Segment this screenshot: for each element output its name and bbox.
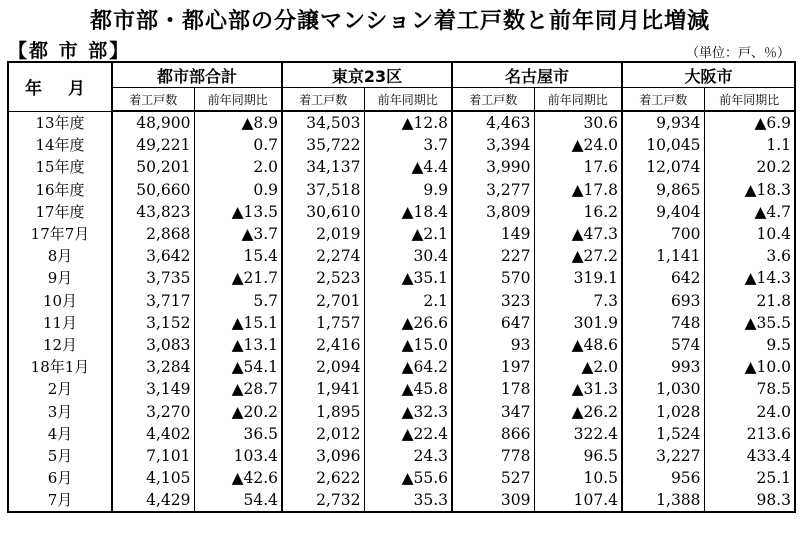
row-label: 9月 xyxy=(47,269,73,288)
starts-cell: 1,388 xyxy=(622,489,704,512)
starts-cell: 956 xyxy=(622,467,704,489)
yoy-change-cell: ▲35.5 xyxy=(704,312,795,334)
sub-header-cell: 前年同期比 xyxy=(534,88,622,112)
yoy-change-cell: ▲24.0 xyxy=(534,134,622,156)
yoy-change-cell: 5.7 xyxy=(194,290,282,312)
yoy-change-cell: 9.9 xyxy=(364,179,452,201)
starts-cell: 7,101 xyxy=(112,445,194,467)
yoy-change-cell: ▲14.3 xyxy=(704,267,795,289)
starts-cell: 50,201 xyxy=(112,156,194,178)
row-label: 16年度 xyxy=(35,180,85,199)
yoy-change-cell: ▲35.1 xyxy=(364,267,452,289)
starts-cell: 3,096 xyxy=(282,445,364,467)
starts-cell: 3,735 xyxy=(112,267,194,289)
starts-cell: 1,028 xyxy=(622,400,704,422)
table-row xyxy=(8,201,795,223)
starts-cell: 49,221 xyxy=(112,134,194,156)
yoy-change-cell: ▲32.3 xyxy=(364,400,452,422)
starts-cell: 2,019 xyxy=(282,223,364,245)
row-label: 18年1月 xyxy=(30,358,90,377)
starts-cell: 50,660 xyxy=(112,179,194,201)
yoy-change-cell: 16.2 xyxy=(534,201,622,223)
starts-cell: 1,141 xyxy=(622,245,704,267)
starts-cell: 1,941 xyxy=(282,378,364,400)
starts-cell: 3,083 xyxy=(112,334,194,356)
row-label: 6月 xyxy=(47,469,73,488)
starts-cell: 3,642 xyxy=(112,245,194,267)
starts-cell: 3,394 xyxy=(452,134,534,156)
table-row xyxy=(8,245,795,267)
starts-cell: 3,270 xyxy=(112,400,194,422)
starts-cell: 4,105 xyxy=(112,467,194,489)
starts-cell: 3,277 xyxy=(452,179,534,201)
yoy-change-cell: 10.5 xyxy=(534,467,622,489)
starts-cell: 3,227 xyxy=(622,445,704,467)
table-row xyxy=(8,445,795,467)
starts-cell: 4,463 xyxy=(452,111,534,134)
table-row xyxy=(8,290,795,312)
yoy-change-cell: 30.4 xyxy=(364,245,452,267)
yoy-change-cell: 35.3 xyxy=(364,489,452,512)
starts-cell: 693 xyxy=(622,290,704,312)
yoy-change-cell: 9.5 xyxy=(704,334,795,356)
group-header-cell: 東京23区 xyxy=(282,62,452,88)
yoy-change-cell: ▲3.7 xyxy=(194,223,282,245)
yoy-change-cell: 36.5 xyxy=(194,423,282,445)
yoy-change-cell: ▲13.1 xyxy=(194,334,282,356)
yoy-change-cell: 20.2 xyxy=(704,156,795,178)
starts-cell: 2,094 xyxy=(282,356,364,378)
starts-cell: 12,074 xyxy=(622,156,704,178)
yoy-change-cell: ▲2.1 xyxy=(364,223,452,245)
yoy-change-cell: 213.6 xyxy=(704,423,795,445)
yoy-change-cell: 103.4 xyxy=(194,445,282,467)
starts-cell: 34,503 xyxy=(282,111,364,134)
sub-header-cell: 前年同期比 xyxy=(194,88,282,112)
row-label: 14年度 xyxy=(35,136,85,155)
starts-cell: 227 xyxy=(452,245,534,267)
starts-cell: 1,524 xyxy=(622,423,704,445)
starts-cell: 3,152 xyxy=(112,312,194,334)
starts-cell: 1,030 xyxy=(622,378,704,400)
table-row xyxy=(8,334,795,356)
sub-header-cell: 着工戸数 xyxy=(282,88,364,112)
sub-header-row xyxy=(8,88,795,112)
yoy-change-cell: 25.1 xyxy=(704,467,795,489)
sub-header-cell: 着工戸数 xyxy=(112,88,194,112)
yoy-change-cell: 2.1 xyxy=(364,290,452,312)
yoy-change-cell: 96.5 xyxy=(534,445,622,467)
table-row xyxy=(8,467,795,489)
starts-cell: 37,518 xyxy=(282,179,364,201)
unit-note: （単位：戸、％） xyxy=(685,46,790,61)
starts-cell: 527 xyxy=(452,467,534,489)
starts-cell: 2,732 xyxy=(282,489,364,512)
yoy-change-cell: ▲26.6 xyxy=(364,312,452,334)
group-header-cell: 名古屋市 xyxy=(452,62,622,88)
yoy-change-cell: 98.3 xyxy=(704,489,795,512)
table-row xyxy=(8,423,795,445)
yoy-change-cell: 17.6 xyxy=(534,156,622,178)
yoy-change-cell: ▲13.5 xyxy=(194,201,282,223)
row-label: 15年度 xyxy=(35,158,85,177)
starts-cell: 748 xyxy=(622,312,704,334)
starts-cell: 48,900 xyxy=(112,111,194,134)
table-row xyxy=(8,223,795,245)
yoy-change-cell: ▲17.8 xyxy=(534,179,622,201)
starts-cell: 197 xyxy=(452,356,534,378)
starts-cell: 866 xyxy=(452,423,534,445)
starts-cell: 2,701 xyxy=(282,290,364,312)
row-label: 17年度 xyxy=(35,202,85,221)
table-row xyxy=(8,489,795,512)
yoy-change-cell: ▲20.2 xyxy=(194,400,282,422)
sub-header-cell: 着工戸数 xyxy=(622,88,704,112)
yoy-change-cell: 24.3 xyxy=(364,445,452,467)
starts-cell: 347 xyxy=(452,400,534,422)
yoy-change-cell: 10.4 xyxy=(704,223,795,245)
starts-cell: 323 xyxy=(452,290,534,312)
yoy-change-cell: ▲27.2 xyxy=(534,245,622,267)
starts-cell: 9,404 xyxy=(622,201,704,223)
starts-cell: 2,416 xyxy=(282,334,364,356)
starts-cell: 30,610 xyxy=(282,201,364,223)
year-month-header: 年 月 xyxy=(8,62,112,111)
yoy-change-cell: ▲10.0 xyxy=(704,356,795,378)
group-header-cell: 都市部合計 xyxy=(112,62,282,88)
yoy-change-cell: ▲48.6 xyxy=(534,334,622,356)
yoy-change-cell: 7.3 xyxy=(534,290,622,312)
row-label: 5月 xyxy=(47,446,73,465)
sub-header-cell: 前年同期比 xyxy=(364,88,452,112)
starts-cell: 2,868 xyxy=(112,223,194,245)
yoy-change-cell: ▲18.4 xyxy=(364,201,452,223)
starts-cell: 2,274 xyxy=(282,245,364,267)
starts-cell: 4,429 xyxy=(112,489,194,512)
starts-cell: 1,895 xyxy=(282,400,364,422)
starts-cell: 35,722 xyxy=(282,134,364,156)
group-header-row xyxy=(8,62,795,88)
yoy-change-cell: 21.8 xyxy=(704,290,795,312)
yoy-change-cell: ▲26.2 xyxy=(534,400,622,422)
yoy-change-cell: 1.1 xyxy=(704,134,795,156)
starts-cell: 2,523 xyxy=(282,267,364,289)
row-label: 8月 xyxy=(47,247,73,266)
starts-cell: 2,622 xyxy=(282,467,364,489)
yoy-change-cell: ▲2.0 xyxy=(534,356,622,378)
sub-header-cell: 着工戸数 xyxy=(452,88,534,112)
yoy-change-cell: 3.7 xyxy=(364,134,452,156)
yoy-change-cell: 3.6 xyxy=(704,245,795,267)
table-row xyxy=(8,400,795,422)
starts-cell: 3,284 xyxy=(112,356,194,378)
yoy-change-cell: ▲6.9 xyxy=(704,111,795,134)
yoy-change-cell: ▲4.4 xyxy=(364,156,452,178)
starts-cell: 3,717 xyxy=(112,290,194,312)
group-header-cell: 大阪市 xyxy=(622,62,795,88)
yoy-change-cell: ▲18.3 xyxy=(704,179,795,201)
starts-cell: 43,823 xyxy=(112,201,194,223)
row-label: 17年7月 xyxy=(30,225,90,244)
page-title: 都市部・都心部の分譲マンション着工戸数と前年同月比増減 xyxy=(89,9,710,34)
table-row xyxy=(8,134,795,156)
starts-cell: 309 xyxy=(452,489,534,512)
yoy-change-cell: ▲28.7 xyxy=(194,378,282,400)
yoy-change-cell: ▲21.7 xyxy=(194,267,282,289)
yoy-change-cell: ▲47.3 xyxy=(534,223,622,245)
yoy-change-cell: ▲55.6 xyxy=(364,467,452,489)
section-label: 【都 市 部】 xyxy=(8,40,131,62)
row-label: 13年度 xyxy=(35,113,85,132)
yoy-change-cell: ▲22.4 xyxy=(364,423,452,445)
row-label: 4月 xyxy=(47,424,73,443)
starts-cell: 10,045 xyxy=(622,134,704,156)
starts-cell: 149 xyxy=(452,223,534,245)
table-row xyxy=(8,267,795,289)
yoy-change-cell: 54.4 xyxy=(194,489,282,512)
row-label: 7月 xyxy=(47,491,73,510)
table-body xyxy=(8,111,795,512)
starts-cell: 778 xyxy=(452,445,534,467)
starts-cell: 3,990 xyxy=(452,156,534,178)
table-row xyxy=(8,312,795,334)
starts-cell: 3,149 xyxy=(112,378,194,400)
yoy-change-cell: ▲42.6 xyxy=(194,467,282,489)
sub-header-cell: 前年同期比 xyxy=(704,88,795,112)
starts-cell: 574 xyxy=(622,334,704,356)
yoy-change-cell: 24.0 xyxy=(704,400,795,422)
table-row xyxy=(8,156,795,178)
starts-cell: 3,809 xyxy=(452,201,534,223)
yoy-change-cell: 433.4 xyxy=(704,445,795,467)
yoy-change-cell: ▲64.2 xyxy=(364,356,452,378)
yoy-change-cell: 322.4 xyxy=(534,423,622,445)
yoy-change-cell: 15.4 xyxy=(194,245,282,267)
row-label: 10月 xyxy=(42,291,78,310)
yoy-change-cell: 0.9 xyxy=(194,179,282,201)
starts-cell: 2,012 xyxy=(282,423,364,445)
housing-starts-table xyxy=(7,61,796,513)
yoy-change-cell: 2.0 xyxy=(194,156,282,178)
yoy-change-cell: 30.6 xyxy=(534,111,622,134)
starts-cell: 642 xyxy=(622,267,704,289)
yoy-change-cell: 319.1 xyxy=(534,267,622,289)
starts-cell: 34,137 xyxy=(282,156,364,178)
yoy-change-cell: ▲8.9 xyxy=(194,111,282,134)
starts-cell: 700 xyxy=(622,223,704,245)
row-label: 12月 xyxy=(42,335,78,354)
starts-cell: 1,757 xyxy=(282,312,364,334)
table-row xyxy=(8,179,795,201)
starts-cell: 993 xyxy=(622,356,704,378)
yoy-change-cell: ▲45.8 xyxy=(364,378,452,400)
starts-cell: 93 xyxy=(452,334,534,356)
row-label: 11月 xyxy=(42,313,78,332)
yoy-change-cell: 107.4 xyxy=(534,489,622,512)
yoy-change-cell: ▲4.7 xyxy=(704,201,795,223)
starts-cell: 9,934 xyxy=(622,111,704,134)
yoy-change-cell: 78.5 xyxy=(704,378,795,400)
table-row xyxy=(8,378,795,400)
yoy-change-cell: 0.7 xyxy=(194,134,282,156)
row-label: 2月 xyxy=(47,380,73,399)
yoy-change-cell: ▲15.0 xyxy=(364,334,452,356)
yoy-change-cell: ▲31.3 xyxy=(534,378,622,400)
table-row xyxy=(8,111,795,134)
starts-cell: 570 xyxy=(452,267,534,289)
yoy-change-cell: ▲54.1 xyxy=(194,356,282,378)
yoy-change-cell: ▲15.1 xyxy=(194,312,282,334)
row-label: 3月 xyxy=(47,402,73,421)
yoy-change-cell: 301.9 xyxy=(534,312,622,334)
yoy-change-cell: ▲12.8 xyxy=(364,111,452,134)
table-row xyxy=(8,356,795,378)
starts-cell: 9,865 xyxy=(622,179,704,201)
starts-cell: 4,402 xyxy=(112,423,194,445)
starts-cell: 647 xyxy=(452,312,534,334)
starts-cell: 178 xyxy=(452,378,534,400)
